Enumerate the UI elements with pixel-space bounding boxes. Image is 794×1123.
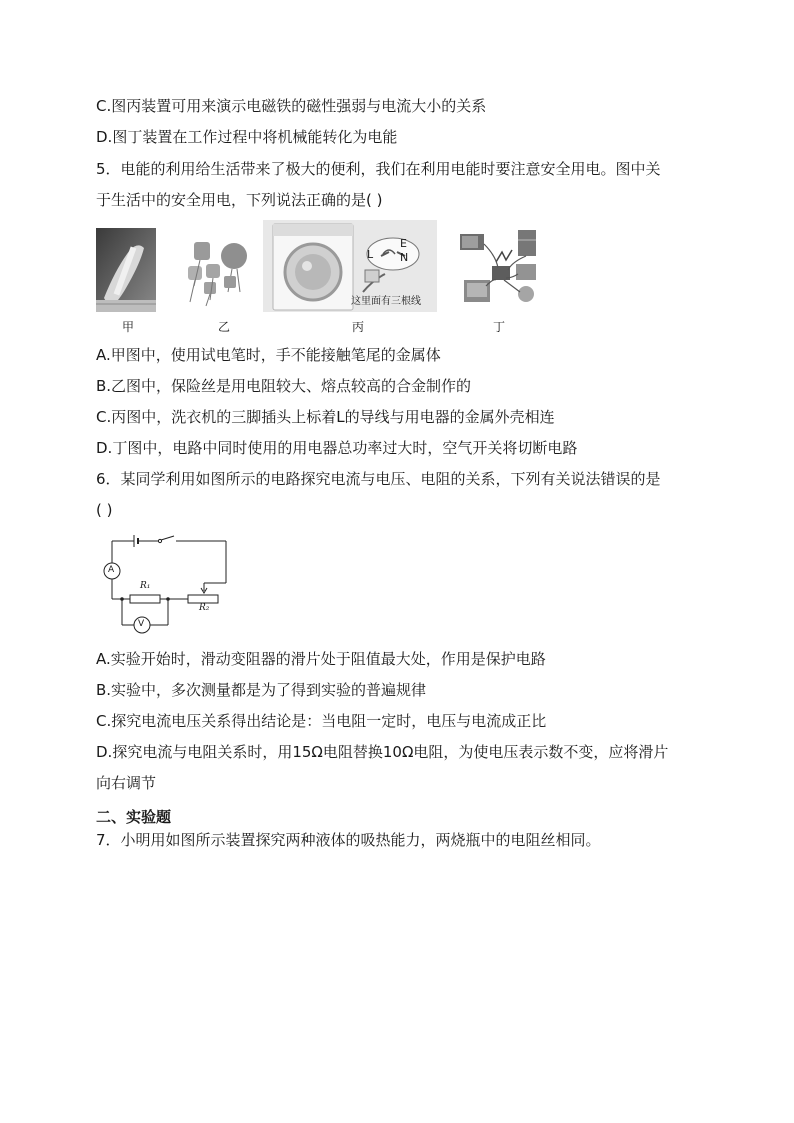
q5-option-c: C.丙图中，洗衣机的三脚插头上标着L的导线与用电器的金属外壳相连 xyxy=(96,408,555,426)
figure-jia-test-pen xyxy=(96,228,156,312)
figure-yi-fuses xyxy=(180,236,252,308)
r1-label: R₁ xyxy=(140,581,151,591)
q7-stem: 7．小明用如图所示装置探究两种液体的吸热能力，两烧瓶中的电阻丝相同。 xyxy=(96,831,601,849)
caption-yi: 乙 xyxy=(217,320,230,334)
plug-letter-n: N xyxy=(400,251,409,264)
q6-option-b: B.实验中，多次测量都是为了得到实验的普遍规律 xyxy=(96,681,427,699)
rheostat-r2 xyxy=(188,595,218,603)
q6-option-d-line2: 向右调节 xyxy=(96,774,157,792)
voltmeter-label: V xyxy=(138,619,145,629)
circuit-diagram xyxy=(96,533,236,637)
q4-option-d: D.图丁装置在工作过程中将机械能转化为电能 xyxy=(96,128,398,146)
caption-bing: 丙 xyxy=(351,320,364,334)
caption-jia: 甲 xyxy=(121,320,134,334)
junction-left xyxy=(120,597,124,601)
junction-right xyxy=(166,597,170,601)
q6-option-a: A.实验开始时，滑动变阻器的滑片处于阻值最大处，作用是保护电路 xyxy=(96,650,546,668)
switch-blade xyxy=(161,536,174,540)
q5-option-b: B.乙图中，保险丝是用电阻较大、熔点较高的合金制作的 xyxy=(96,377,472,395)
r2-label: R₂ xyxy=(199,603,210,613)
plug-letter-l: L xyxy=(367,248,374,261)
q5-stem-line2: 于生活中的安全用电，下列说法正确的是( ) xyxy=(96,191,383,209)
plug-note: 这里面有三根线 xyxy=(351,296,421,307)
q6-stem-line1: 6．某同学利用如图所示的电路探究电流与电压、电阻的关系，下列有关说法错误的是 xyxy=(96,470,661,488)
q6-option-c: C.探究电流电压关系得出结论是：当电阻一定时，电压与电流成正比 xyxy=(96,712,547,730)
q4-option-c: C.图丙装置可用来演示电磁铁的磁性强弱与电流大小的关系 xyxy=(96,97,487,115)
q5-stem-line1: 5．电能的利用给生活带来了极大的便利，我们在利用电能时要注意安全用电。图中关 xyxy=(96,160,661,178)
q5-option-a: A.甲图中，使用试电笔时，手不能接触笔尾的金属体 xyxy=(96,346,441,364)
q5-option-d: D.丁图中，电路中同时使用的用电器总功率过大时，空气开关将切断电路 xyxy=(96,439,578,457)
resistor-r1 xyxy=(130,595,160,603)
q6-stem-line2: ( ) xyxy=(96,501,113,519)
ammeter-label: A xyxy=(108,565,115,575)
section-title-experiment: 二、实验题 xyxy=(96,808,172,826)
caption-ding: 丁 xyxy=(492,320,505,334)
figure-ding-overloaded-outlet xyxy=(456,226,548,312)
plug-letter-e: E xyxy=(400,237,407,250)
q6-option-d-line1: D.探究电流与电阻关系时，用15Ω电阻替换10Ω电阻，为使电压表示数不变，应将滑片 xyxy=(96,743,669,761)
